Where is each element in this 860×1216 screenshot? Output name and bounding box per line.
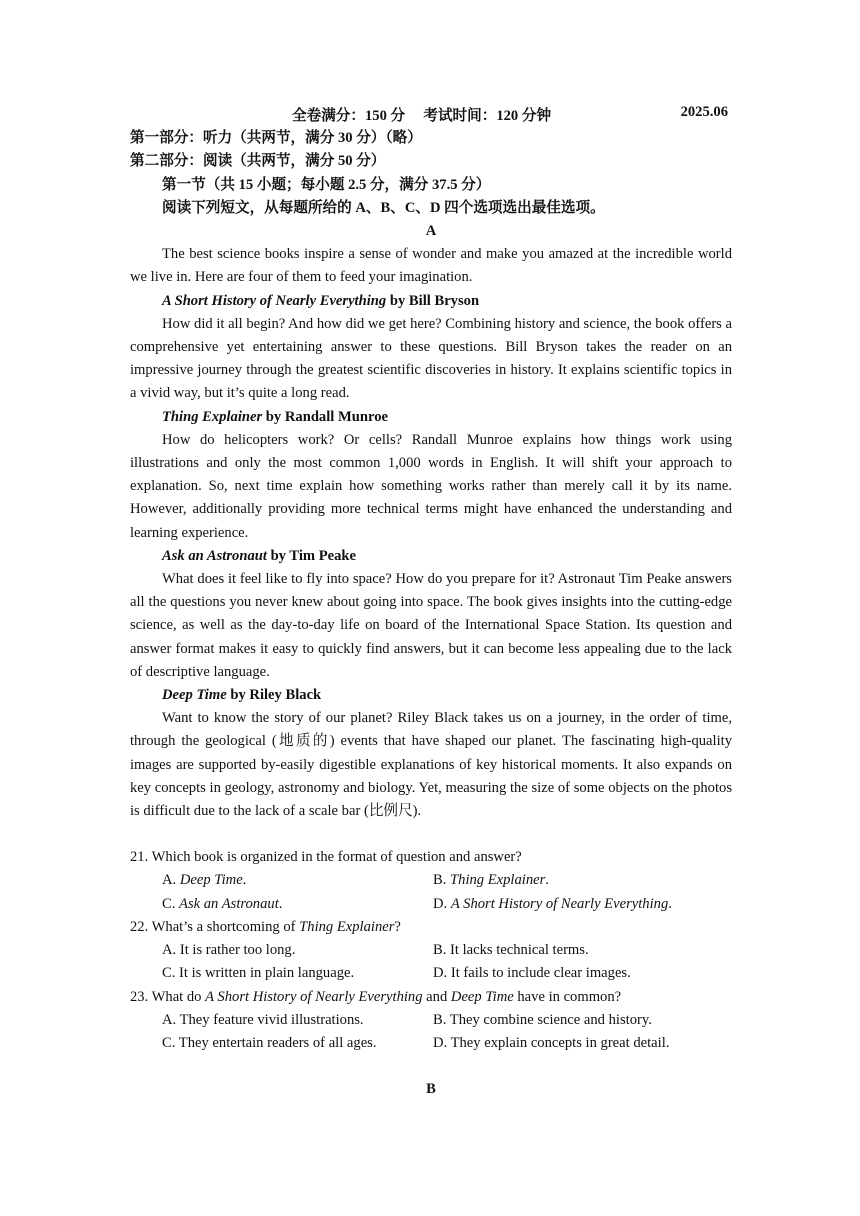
option-d: D. A Short History of Nearly Everything. <box>433 895 672 912</box>
exam-header <box>130 104 732 127</box>
options-row <box>130 869 732 892</box>
book-title: Ask an Astronaut <box>162 547 267 564</box>
exam-score-time: 全卷满分：150 分 考试时间：120 分钟 <box>292 108 552 124</box>
exam-page <box>130 104 732 1101</box>
option-c: C. They entertain readers of all ages. <box>162 1034 377 1051</box>
question-23: 23. What do A Short History of Nearly Everything and Deep Time have in common? <box>130 988 622 1005</box>
book-title-line <box>130 406 732 429</box>
book-author: by Bill Bryson <box>386 292 480 309</box>
book-author: by Tim Peake <box>266 547 356 564</box>
book-title: A Short History of Nearly Everything <box>162 292 387 309</box>
book-title-line <box>130 290 732 313</box>
section-one-heading: 第一节（共 15 小题；每小题 2.5 分，满分 37.5 分） <box>162 176 491 193</box>
book-author: by Randall Munroe <box>262 408 388 425</box>
book-title: Thing Explainer <box>162 408 263 425</box>
exam-date: 2025.06 <box>680 104 728 120</box>
option-b: B. They combine science and history. <box>433 1011 652 1028</box>
passage-a-intro: The best science books inspire a sense of wonder and make you amazed at the incredible world we live in. Here are four of them to feed your imagination. <box>130 246 732 286</box>
option-a: A. It is rather too long. <box>162 942 296 959</box>
options-row <box>130 1009 732 1032</box>
option-d: D. It fails to include clear images. <box>433 965 631 982</box>
passage-b-label: B <box>426 1081 436 1098</box>
question-21 <box>130 846 732 869</box>
reading-instruction: 阅读下列短文，从每题所给的 A、B、C、D 四个选项选出最佳选项。 <box>162 199 605 216</box>
option-d: D. They explain concepts in great detail. <box>433 1034 670 1051</box>
options-row <box>130 1032 732 1055</box>
option-c: C. Ask an Astronaut. <box>162 895 283 912</box>
book-description: What does it feel like to fly into space? How do you prepare for it? Astronaut Tim Peake answers all the questions you never knew about going into space. The book gives insights into the cutting-edge science, as well as the day-to-day life on board of the International Space Station. Its question and answer format makes it easy to quickly find answers, but it can become less appealing due to the lack of descriptive language. <box>130 571 732 680</box>
book-author: by Riley Black <box>226 687 322 704</box>
book-title-line <box>130 545 732 568</box>
book-description: Want to know the story of our planet? Riley Black takes us on a journey, in the order of time, through the geological (地质的) events that have shaped our planet. The fascinating high-quality images are supported by-easily digestible explanations of key historical moments. It also expands on key concepts in geology, astronomy and biology. Yet, measuring the size of some objects on the photos is difficult due to the lack of a scale bar (比例尺). <box>130 710 732 820</box>
option-a: A. They feature vivid illustrations. <box>162 1011 364 1028</box>
book-title-line <box>130 684 732 707</box>
option-b: B. It lacks technical terms. <box>433 942 589 959</box>
question-stem: 21. Which book is organized in the format of question and answer? <box>130 849 522 866</box>
option-a: A. Deep Time. <box>162 872 247 889</box>
spacer <box>130 823 732 846</box>
book-title: Deep Time <box>162 687 227 704</box>
passage-a-label: A <box>425 223 437 239</box>
options-row <box>130 939 732 962</box>
question-22: 22. What’s a shortcoming of Thing Explainer? <box>130 918 401 935</box>
book-description: How did it all begin? And how did we get here? Combining history and science, the book offers a comprehensive yet entertaining answer to these questions. Bill Bryson takes the reader on an impressive journey through the greatest scientific discoveries in history. It explains scientific topics in a vivid way, but it’s quite a long read. <box>130 315 732 402</box>
option-c: C. It is written in plain language. <box>162 965 355 982</box>
options-row <box>130 962 732 985</box>
options-row <box>130 893 732 916</box>
part-two-heading: 第二部分：阅读（共两节，满分 50 分） <box>130 153 386 170</box>
part-one-heading: 第一部分：听力（共两节，满分 30 分）（略） <box>130 130 422 147</box>
option-b: B. Thing Explainer. <box>433 872 549 889</box>
book-description: How do helicopters work? Or cells? Randall Munroe explains how things work using illustrations and only the most common 1,000 words in English. It will shift your approach to explanation. So, next time explain how something works rather than merely call it by its name. However, additionally providing more technical terms might have enhanced the understanding and learning experience. <box>130 431 732 541</box>
